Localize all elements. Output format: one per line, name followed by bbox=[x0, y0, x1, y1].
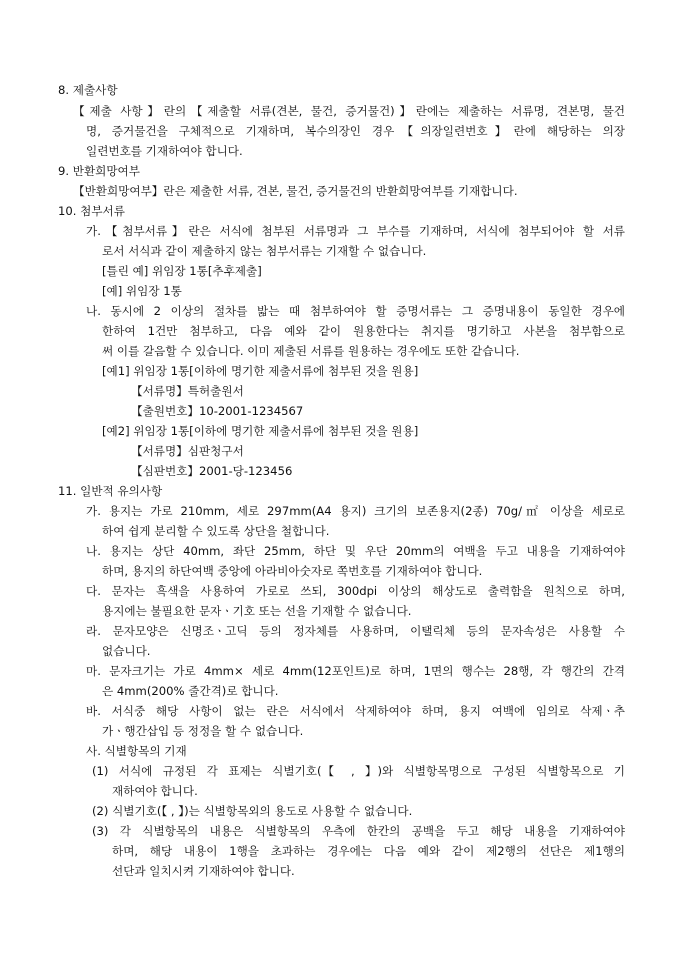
text-line: 명, 증거물건을 구체적으로 기재하며, 복수의장인 경우【의장일련번호】란에 해당하는 의장 bbox=[86, 124, 625, 138]
text-line: 용지에는 불필요한 문자ㆍ기호 또는 선을 기재할 수 없습니다. bbox=[102, 604, 412, 618]
text-line: 로서 서식과 같이 제출하지 않는 첨부서류는 기재할 수 없습니다. bbox=[102, 244, 427, 258]
text-line: 가.【첨부서류】란은 서식에 첨부된 서류명과 그 부수를 기재하며, 서식에 첨부되어야 할 서류 bbox=[86, 224, 625, 238]
text-line: 없습니다. bbox=[102, 644, 151, 658]
text-line: (1) 서식에 규정된 각 표제는 식별기호(【 , 】)와 식별항목명으로 구성된 식별항목으로 기 bbox=[92, 764, 625, 778]
text-line: 다. 문자는 흑색을 사용하여 가로로 쓰되, 300dpi 이상의 해상도로 출력함을 원칙으로 하며, bbox=[86, 584, 625, 598]
text-line: 가. 용지는 가로 210mm, 세로 297mm(A4 용지) 크기의 보존용지(2종) 70g/㎡ 이상을 세로로 bbox=[86, 504, 625, 518]
text-line: 일련번호를 기재하여야 합니다. bbox=[86, 144, 243, 158]
text-line: 【반환희망여부】란은 제출한 서류, 견본, 물건, 증거물건의 반환희망여부를 기재합니다. bbox=[73, 184, 518, 198]
text-line: 하며, 용지의 하단여백 중앙에 아라비아숫자로 쪽번호를 기재하여야 합니다. bbox=[102, 564, 483, 578]
text-line: 나. 용지는 상단 40mm, 좌단 25mm, 하단 및 우단 20mm의 여백을 두고 내용을 기재하여야 bbox=[86, 544, 625, 558]
text-line: 한하여 1건만 첨부하고, 다음 예와 같이 원용한다는 취지를 명기하고 사본을 첨부함으로 bbox=[102, 324, 625, 338]
text-line: 마. 문자크기는 가로 4mm× 세로 4mm(12포인트)로 하며, 1면의 행수는 28행, 각 행간의 간격 bbox=[86, 664, 625, 678]
text-line: 사. 식별항목의 기재 bbox=[86, 744, 187, 758]
example-line: 【서류명】심판청구서 bbox=[131, 444, 244, 458]
text-line: 바. 서식중 해당 사항이 없는 란은 서식에서 삭제하여야 하며, 용지 여백에 임의로 삭제ㆍ추 bbox=[86, 704, 625, 718]
text-line: 나. 동시에 2 이상의 절차를 밟는 때 첨부하여야 할 증명서류는 그 증명내용이 동일한 경우에 bbox=[86, 304, 625, 318]
text-line: 선단과 일치시켜 기재하여야 합니다. bbox=[112, 864, 295, 878]
heading-8: 8. 제출사항 bbox=[58, 83, 118, 97]
example-line: [예1] 위임장 1통[이하에 명기한 제출서류에 첨부된 것을 원용] bbox=[102, 364, 419, 378]
text-line: 가ㆍ행간삽입 등 정정을 할 수 없습니다. bbox=[102, 724, 304, 738]
text-line: (2) 식별기호(【 , 】)는 식별항목외의 용도로 사용할 수 없습니다. bbox=[92, 804, 413, 818]
text-line: 써 이를 갈음할 수 있습니다. 이미 제출된 서류를 원용하는 경우에도 또한 같습니다. bbox=[102, 344, 520, 358]
example-line: 【출원번호】10-2001-1234567 bbox=[131, 404, 304, 418]
text-line: 【제출 사항】란의【제출할 서류(견본, 물건, 증거물건)】란에는 제출하는 서류명, 견본명, 물건 bbox=[73, 104, 625, 118]
example-line: 【심판번호】2001-당-123456 bbox=[131, 464, 293, 478]
text-line: (3) 각 식별항목의 내용은 식별항목의 우측에 한칸의 공백을 두고 해당 내용을 기재하여야 bbox=[92, 824, 625, 838]
text-line: 라. 문자모양은 신명조ㆍ고딕 등의 정자체를 사용하며, 이탤릭체 등의 문자속성은 사용할 수 bbox=[86, 624, 625, 638]
example-line: [틀린 예] 위임장 1통[추후제출] bbox=[102, 264, 262, 278]
example-line: [예] 위임장 1통 bbox=[102, 284, 182, 298]
text-line: 하며, 해당 내용이 1행을 초과하는 경우에는 다음 예와 같이 제2행의 선단은 제1행의 bbox=[112, 844, 625, 858]
text-line: 재하여야 합니다. bbox=[112, 784, 198, 798]
text-line: 하여 쉽게 분리할 수 있도록 상단을 철합니다. bbox=[102, 524, 330, 538]
heading-11: 11. 일반적 유의사항 bbox=[58, 484, 163, 498]
example-line: [예2] 위임장 1통[이하에 명기한 제출서류에 첨부된 것을 원용] bbox=[102, 424, 419, 438]
example-line: 【서류명】특허출원서 bbox=[131, 384, 244, 398]
heading-9: 9. 반환희망여부 bbox=[58, 164, 140, 178]
text-line: 은 4mm(200% 줄간격)로 합니다. bbox=[102, 684, 279, 698]
heading-10: 10. 첨부서류 bbox=[58, 204, 125, 218]
